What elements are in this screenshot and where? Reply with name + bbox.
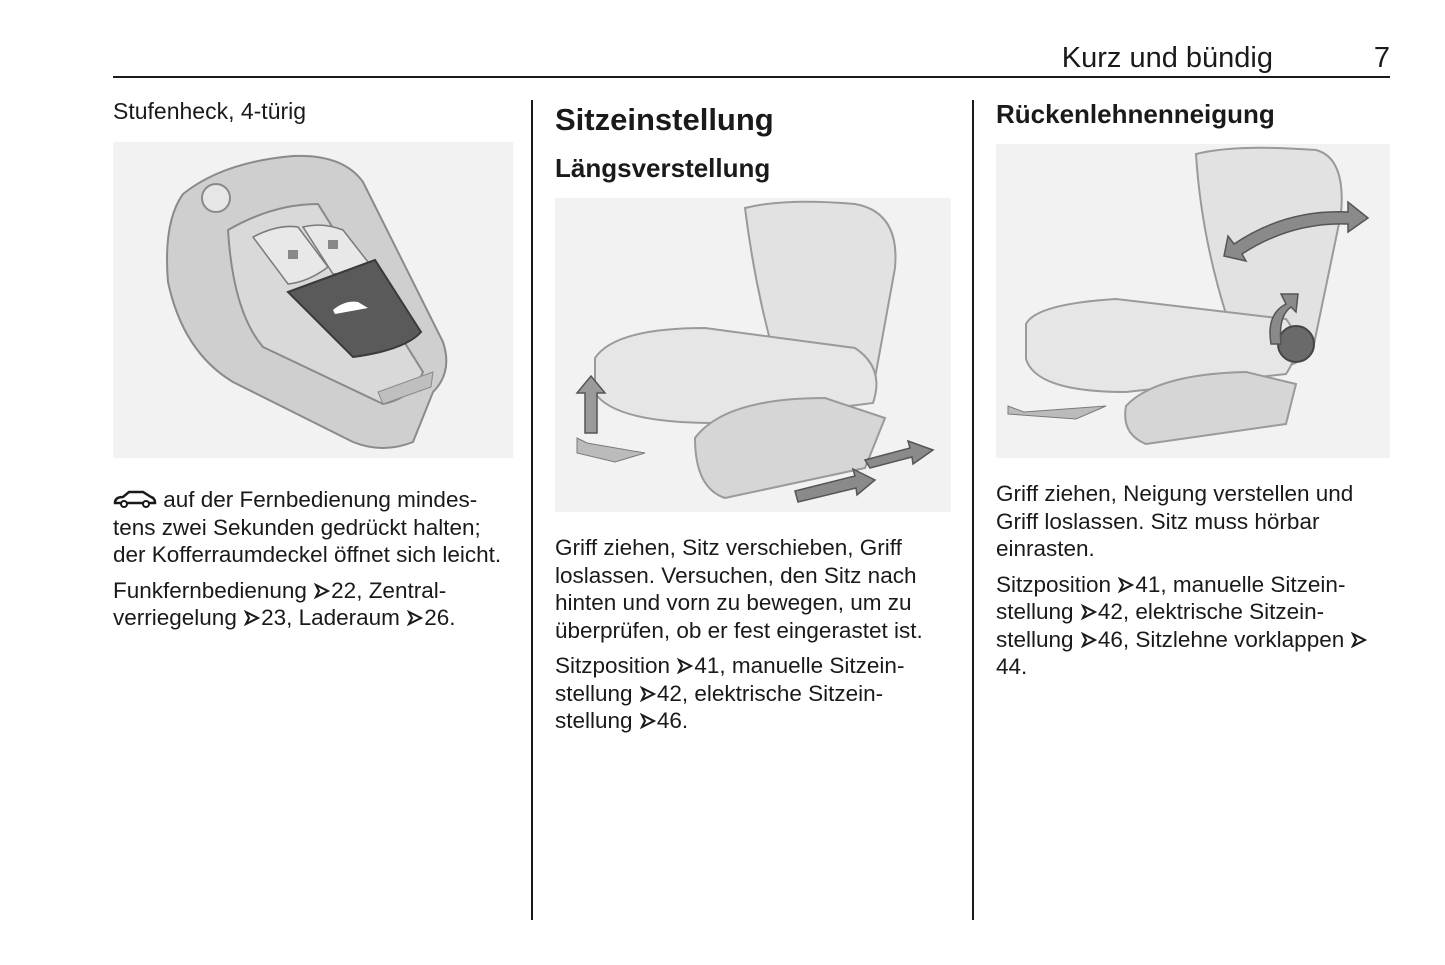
reference-arrow-icon bbox=[639, 685, 657, 703]
page-header bbox=[113, 40, 1390, 78]
page-number: 7 bbox=[1373, 42, 1390, 74]
paragraph: Griff ziehen, Neigung verstellen und Griff loslassen. Sitz muss hörbar einrasten. bbox=[996, 481, 1354, 561]
page-reference[interactable]: 46 bbox=[1097, 626, 1123, 652]
section-title: Sitzeinstellung bbox=[555, 102, 774, 137]
reference-arrow-icon bbox=[313, 582, 331, 600]
column-divider bbox=[531, 100, 533, 920]
cross-reference-paragraph bbox=[996, 571, 1396, 681]
page-reference[interactable]: 26 bbox=[424, 605, 450, 630]
page-reference[interactable]: 23 bbox=[261, 605, 287, 630]
subsection-title: Rückenlehnenneigung bbox=[996, 99, 1275, 129]
chapter-title: Kurz und bündig bbox=[1061, 42, 1273, 74]
figure-caption: Stufenheck, 4-türig bbox=[113, 98, 307, 124]
ref-text: Sitzposition bbox=[996, 571, 1118, 597]
ref-text: , elektrische Sitzein-stellung bbox=[996, 599, 1325, 652]
page-reference[interactable]: 42 bbox=[1097, 599, 1123, 624]
column-2 bbox=[555, 96, 955, 735]
column-divider bbox=[972, 100, 974, 920]
ref-text: , Zentral-verriegelung bbox=[113, 577, 447, 630]
page-reference[interactable]: 42 bbox=[656, 680, 682, 706]
cross-reference-paragraph bbox=[555, 652, 955, 735]
seat-recline-figure bbox=[996, 144, 1390, 458]
reference-arrow-icon bbox=[1350, 631, 1368, 649]
reference-arrow-icon bbox=[1117, 576, 1135, 594]
column-1 bbox=[113, 96, 513, 632]
subsection-title: Längsverstellung bbox=[555, 153, 771, 183]
reference-arrow-icon bbox=[639, 712, 657, 730]
seat-longitudinal-figure bbox=[555, 198, 951, 512]
reference-arrow-icon bbox=[243, 609, 261, 627]
reference-arrow-icon bbox=[406, 609, 424, 627]
reference-arrow-icon bbox=[1080, 631, 1098, 649]
ref-text: Sitzposition bbox=[555, 653, 677, 678]
reference-arrow-icon bbox=[1080, 603, 1098, 621]
paragraph: Griff ziehen, Sitz verschieben, Griff loslassen. Versuchen, den Sitz nach hinten und vorn zu bewegen, um zu überprüfen, ob er fest eingerastet ist. bbox=[555, 535, 923, 643]
ref-text: , manuelle Sitzein-stellung bbox=[555, 653, 905, 706]
ref-text: , elektrische Sitzein-stellung bbox=[555, 680, 884, 733]
ref-text: Funkfernbedienung bbox=[113, 577, 314, 603]
ref-text: , Sitzlehne vorklappen bbox=[1122, 626, 1351, 652]
page-reference[interactable]: 22 bbox=[331, 577, 357, 603]
key-fob-figure bbox=[113, 142, 513, 458]
paragraph-text: auf der Fernbedienung mindes-tens zwei Sekunden gedrückt halten; der Kofferraumdeckel öffnet sich leicht. bbox=[113, 487, 502, 567]
column-3 bbox=[996, 96, 1396, 681]
ref-text: . bbox=[681, 708, 689, 733]
page-reference[interactable]: 46 bbox=[656, 708, 682, 733]
trunk-car-icon bbox=[113, 489, 157, 509]
paragraph bbox=[113, 486, 513, 569]
page-reference[interactable]: 41 bbox=[694, 653, 720, 678]
reference-arrow-icon bbox=[676, 657, 694, 675]
page-reference[interactable]: 41 bbox=[1135, 571, 1161, 597]
ref-text: , Laderaum bbox=[286, 605, 407, 630]
ref-text: . bbox=[449, 605, 456, 630]
page-reference[interactable]: 44 bbox=[996, 654, 1022, 679]
ref-text: . bbox=[1021, 654, 1028, 679]
cross-reference-paragraph bbox=[113, 577, 513, 632]
ref-text: , manuelle Sitzein-stellung bbox=[996, 571, 1346, 624]
